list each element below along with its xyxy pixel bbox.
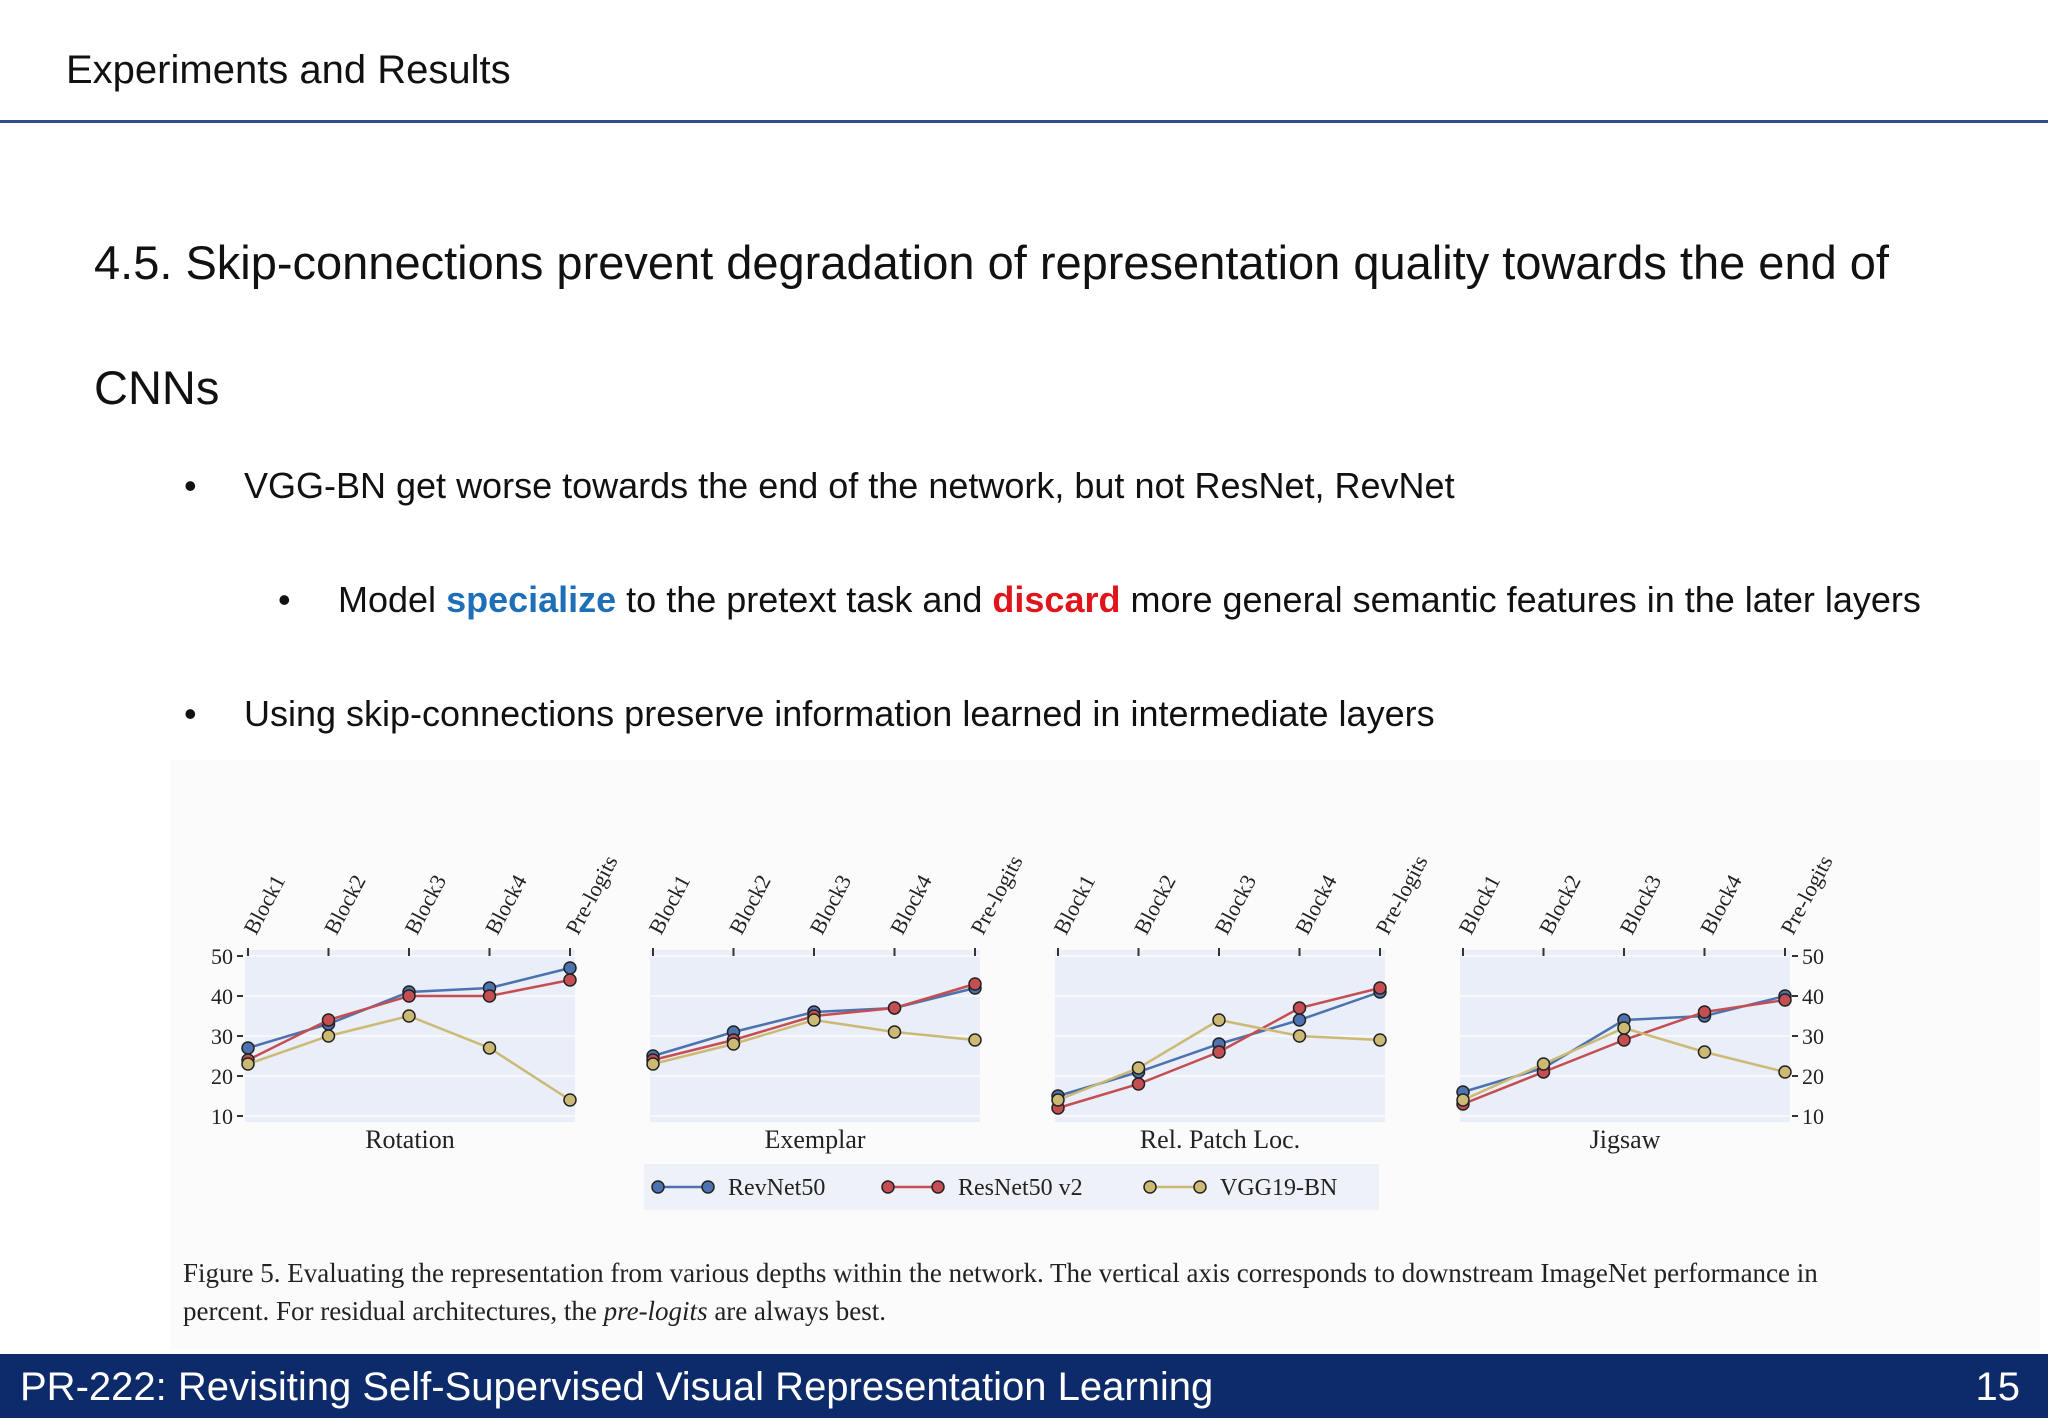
legend-label: RevNet50 [728, 1175, 826, 1201]
data-point [323, 1030, 335, 1042]
data-point [484, 990, 496, 1002]
bullet-dot: • [184, 465, 197, 506]
bullet-dot: • [278, 579, 291, 620]
panel-title: Rotation [365, 1125, 455, 1154]
x-tick-label: Block3 [1614, 870, 1667, 939]
data-point [808, 1014, 820, 1026]
data-point [1294, 1030, 1306, 1042]
legend-marker [882, 1181, 894, 1193]
footer-bar [0, 1354, 2048, 1418]
data-point [889, 1002, 901, 1014]
x-tick-label: Block4 [884, 870, 937, 939]
x-tick-label: Pre-logits [1775, 851, 1838, 939]
x-tick-label: Block2 [1128, 870, 1181, 939]
data-point [1133, 1078, 1145, 1090]
data-point [242, 1058, 254, 1070]
data-point [1294, 1002, 1306, 1014]
data-point [1052, 1094, 1064, 1106]
legend-label: VGG19-BN [1220, 1175, 1338, 1201]
x-tick-label: Block1 [238, 870, 291, 939]
caption-text: Figure 5. Evaluating the representation from various depths within the network. The vertical axis corresponds to downstream ImageNet performance in percent. For residual architectures, the [183, 1258, 1818, 1326]
panel-title: Exemplar [764, 1125, 866, 1154]
data-point [1294, 1014, 1306, 1026]
caption-suffix: are always best. [707, 1296, 887, 1326]
y-tick-label: 50 [1802, 944, 1824, 969]
data-point [969, 978, 981, 990]
legend-marker [1194, 1181, 1206, 1193]
legend-marker [1144, 1181, 1156, 1193]
data-point [242, 1042, 254, 1054]
data-point [1779, 1066, 1791, 1078]
x-tick-label: Pre-logits [1370, 851, 1433, 939]
data-point [889, 1026, 901, 1038]
data-point [403, 1010, 415, 1022]
data-point [323, 1014, 335, 1026]
x-tick-label: Block2 [723, 870, 776, 939]
y-tick-label: 40 [211, 984, 233, 1009]
bullet-text-mid: to the pretext task and [616, 579, 993, 620]
highlight-specialize: specialize [446, 579, 617, 620]
legend-label: ResNet50 v2 [958, 1175, 1083, 1201]
y-tick-label: 30 [211, 1024, 233, 1049]
highlight-discard: discard [992, 579, 1121, 620]
data-point [1779, 994, 1791, 1006]
data-point [1133, 1062, 1145, 1074]
x-tick-label: Pre-logits [560, 851, 623, 939]
x-tick-label: Block4 [1694, 870, 1747, 939]
data-point [1618, 1022, 1630, 1034]
data-point [1374, 982, 1386, 994]
y-tick-label: 40 [1802, 984, 1824, 1009]
data-point [647, 1058, 659, 1070]
footer-title: PR-222: Revisiting Self-Supervised Visual Representation Learning [20, 1365, 1214, 1409]
page-number: 15 [1975, 1365, 2020, 1409]
bullet-dot: • [184, 693, 197, 734]
data-point [564, 962, 576, 974]
data-point [728, 1038, 740, 1050]
legend-marker [932, 1181, 944, 1193]
bullet-text: Using skip-connections preserve information learned in intermediate layers [244, 693, 1435, 734]
x-tick-label: Block1 [1048, 870, 1101, 939]
x-tick-label: Block3 [399, 870, 452, 939]
data-point [1213, 1014, 1225, 1026]
data-point [1618, 1034, 1630, 1046]
section-heading: 4.5. Skip-connections prevent degradation of representation quality towards the end of CNNs [94, 236, 1889, 414]
x-tick-label: Block3 [1209, 870, 1262, 939]
x-tick-label: Pre-logits [965, 851, 1028, 939]
data-point [564, 974, 576, 986]
x-tick-label: Block4 [479, 870, 532, 939]
x-tick-label: Block2 [1533, 870, 1586, 939]
data-point [1213, 1046, 1225, 1058]
bullet-text: VGG-BN get worse towards the end of the network, but not ResNet, RevNet [244, 465, 1455, 506]
y-tick-label: 30 [1802, 1024, 1824, 1049]
data-point [1699, 1046, 1711, 1058]
x-tick-label: Block1 [643, 870, 696, 939]
bullet-text-post: more general semantic features in the later layers [1120, 579, 1921, 620]
data-point [564, 1094, 576, 1106]
y-tick-label: 20 [211, 1064, 233, 1089]
panel-title: Rel. Patch Loc. [1139, 1125, 1301, 1154]
x-tick-label: Block4 [1289, 870, 1342, 939]
figure-caption [183, 1254, 1903, 1330]
bullet-text-pre: Model [338, 579, 447, 620]
data-point [1457, 1094, 1469, 1106]
data-point [403, 990, 415, 1002]
x-tick-label: Block3 [804, 870, 857, 939]
slide-header-title: Experiments and Results [66, 48, 511, 92]
data-point [1538, 1058, 1550, 1070]
legend-marker [652, 1181, 664, 1193]
data-point [484, 1042, 496, 1054]
y-tick-label: 10 [211, 1104, 233, 1129]
y-tick-label: 50 [211, 944, 233, 969]
data-point [1699, 1006, 1711, 1018]
legend-marker [702, 1181, 714, 1193]
y-tick-label: 10 [1802, 1104, 1824, 1129]
y-tick-label: 20 [1802, 1064, 1824, 1089]
data-point [969, 1034, 981, 1046]
panel-title: Jigsaw [1589, 1125, 1661, 1154]
x-tick-label: Block2 [318, 870, 371, 939]
x-tick-label: Block1 [1453, 870, 1506, 939]
caption-italic: pre-logits [603, 1296, 708, 1326]
data-point [1374, 1034, 1386, 1046]
